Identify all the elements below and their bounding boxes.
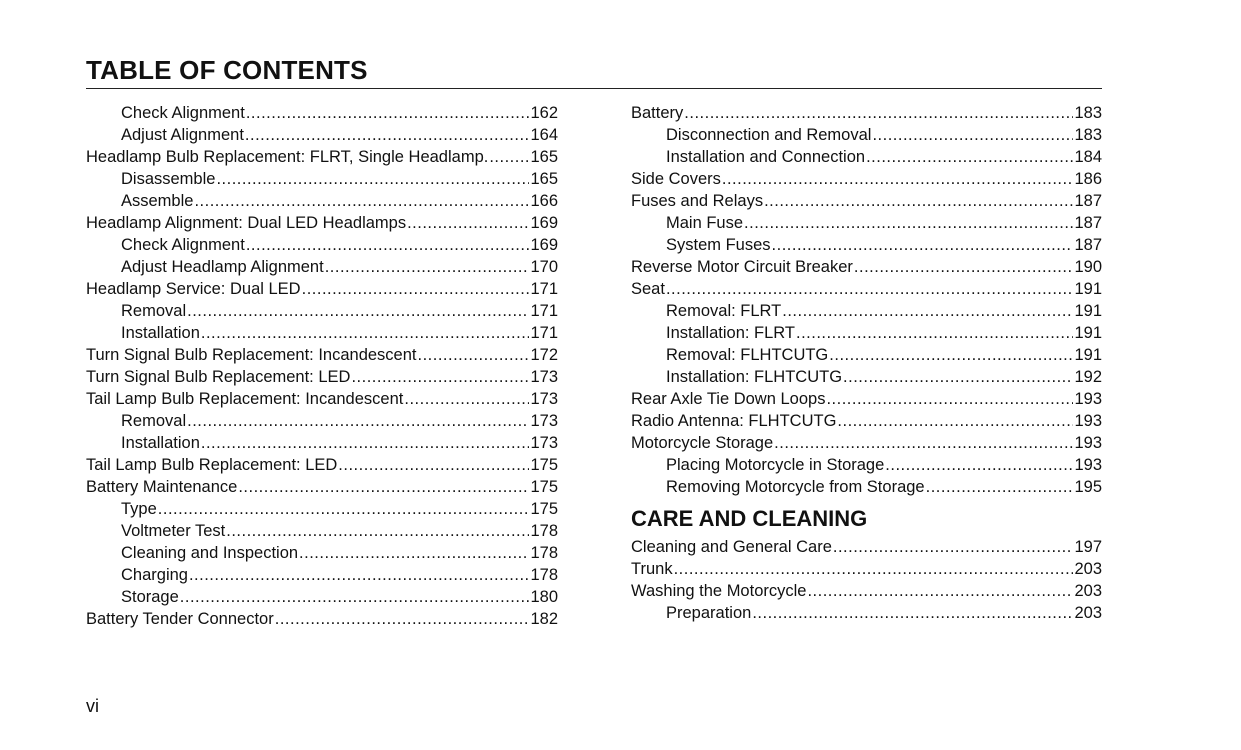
toc-entry-page: 193	[1074, 412, 1102, 430]
toc-entry-page: 171	[530, 280, 558, 298]
toc-entry-label: Check Alignment	[121, 104, 245, 122]
toc-entry-page: 193	[1074, 434, 1102, 452]
toc-entry[interactable]	[86, 608, 558, 630]
toc-leader-dots	[684, 102, 1073, 124]
toc-entry-label: Assemble	[121, 192, 194, 210]
toc-entry-label: Motorcycle Storage	[631, 434, 774, 452]
toc-entry[interactable]	[86, 256, 558, 278]
toc-entry[interactable]	[86, 388, 558, 410]
toc-entry[interactable]	[86, 146, 558, 168]
toc-entry-page: 162	[530, 104, 558, 122]
toc-entry-label: Type	[121, 500, 157, 518]
toc-entry-page: 193	[1074, 390, 1102, 408]
toc-entry[interactable]	[631, 580, 1102, 602]
toc-leader-dots	[744, 212, 1073, 234]
toc-entry-label: Preparation	[666, 604, 752, 622]
toc-leader-dots	[826, 388, 1073, 410]
toc-entry-label: Seat	[631, 280, 665, 298]
toc-leader-dots	[833, 536, 1074, 558]
toc-entry-page: 203	[1074, 604, 1102, 622]
toc-entry[interactable]	[631, 124, 1102, 146]
toc-entry-page: 172	[530, 346, 558, 364]
toc-entry-page: 187	[1074, 214, 1102, 232]
toc-entry-label: Tail Lamp Bulb Replacement: LED	[86, 456, 338, 474]
toc-entry[interactable]	[86, 454, 558, 476]
toc-leader-dots	[774, 432, 1073, 454]
toc-entry[interactable]	[631, 212, 1102, 234]
toc-entry[interactable]	[86, 564, 558, 586]
toc-entry[interactable]	[631, 168, 1102, 190]
toc-leader-dots	[338, 454, 529, 476]
toc-entry-page: 191	[1074, 280, 1102, 298]
toc-leader-dots	[854, 256, 1074, 278]
toc-entry[interactable]	[631, 344, 1102, 366]
toc-entry-page: 195	[1074, 478, 1102, 496]
toc-leader-dots	[275, 608, 530, 630]
toc-leader-dots	[807, 580, 1073, 602]
toc-entry-label: Disconnection and Removal	[666, 126, 872, 144]
toc-leader-dots	[351, 366, 529, 388]
toc-entry-label: Headlamp Bulb Replacement: FLRT, Single Headlamp.	[86, 148, 489, 166]
toc-leader-dots	[187, 410, 529, 432]
toc-entry[interactable]	[631, 190, 1102, 212]
toc-entry[interactable]	[86, 190, 558, 212]
toc-leader-dots	[829, 344, 1073, 366]
toc-entry[interactable]	[631, 322, 1102, 344]
toc-entry-label: Installation and Connection	[666, 148, 866, 166]
toc-entry-label: Cleaning and General Care	[631, 538, 832, 556]
toc-entry[interactable]	[631, 234, 1102, 256]
toc-entry-label: Installation	[121, 324, 200, 342]
toc-entry[interactable]	[86, 476, 558, 498]
toc-leader-dots	[722, 168, 1074, 190]
toc-entry-label: Washing the Motorcycle	[631, 582, 807, 600]
toc-entry[interactable]	[86, 234, 558, 256]
toc-entry[interactable]	[631, 558, 1102, 580]
toc-entry-page: 178	[530, 544, 558, 562]
toc-leader-dots	[772, 234, 1074, 256]
toc-entry-page: 182	[530, 610, 558, 628]
toc-entry-label: Main Fuse	[666, 214, 744, 232]
toc-entry[interactable]	[631, 410, 1102, 432]
toc-leader-dots	[325, 256, 530, 278]
toc-entry[interactable]	[86, 410, 558, 432]
toc-leader-dots	[404, 388, 529, 410]
toc-entry-page: 190	[1074, 258, 1102, 276]
toc-entry-label: Cleaning and Inspection	[121, 544, 299, 562]
toc-entry-label: Battery Maintenance	[86, 478, 238, 496]
toc-entry-label: Installation: FLRT	[666, 324, 796, 342]
toc-entry-label: Disassemble	[121, 170, 216, 188]
toc-entry-page: 173	[530, 412, 558, 430]
toc-entry-page: 175	[530, 456, 558, 474]
toc-entry-page: 186	[1074, 170, 1102, 188]
toc-entry[interactable]	[86, 278, 558, 300]
toc-entry-page: 203	[1074, 560, 1102, 578]
toc-entry[interactable]	[86, 586, 558, 608]
toc-entry-label: Installation: FLHTCUTG	[666, 368, 843, 386]
toc-entry-page: 169	[530, 214, 558, 232]
toc-entry[interactable]	[631, 366, 1102, 388]
toc-entry[interactable]	[631, 536, 1102, 558]
toc-entry-page: 191	[1074, 324, 1102, 342]
toc-entry[interactable]	[86, 498, 558, 520]
toc-leader-dots	[764, 190, 1073, 212]
toc-entry-page: 170	[530, 258, 558, 276]
toc-entry-page: 175	[530, 500, 558, 518]
toc-entry[interactable]	[86, 344, 558, 366]
toc-entry-label: Removal	[121, 302, 187, 320]
page-number: vi	[86, 696, 99, 716]
toc-entry[interactable]	[631, 278, 1102, 300]
toc-entry-label: Placing Motorcycle in Storage	[666, 456, 885, 474]
toc-entry[interactable]	[86, 542, 558, 564]
toc-entry-page: 166	[530, 192, 558, 210]
toc-right-column	[631, 102, 1102, 624]
toc-entry-page: 193	[1074, 456, 1102, 474]
toc-entry-page: 180	[530, 588, 558, 606]
toc-entry-label: Adjust Alignment	[121, 126, 244, 144]
toc-entry-label: Removing Motorcycle from Storage	[666, 478, 925, 496]
toc-leader-dots	[796, 322, 1073, 344]
toc-entry-label: Reverse Motor Circuit Breaker	[631, 258, 853, 276]
toc-entry-page: 171	[530, 302, 558, 320]
toc-entry-page: 191	[1074, 346, 1102, 364]
toc-leader-dots	[302, 278, 530, 300]
toc-leader-dots	[674, 558, 1074, 580]
toc-entry-label: Tail Lamp Bulb Replacement: Incandescent	[86, 390, 404, 408]
toc-entry[interactable]	[631, 300, 1102, 322]
toc-entry-label: Adjust Headlamp Alignment	[121, 258, 324, 276]
toc-leader-dots	[752, 602, 1073, 624]
toc-entry-label: Turn Signal Bulb Replacement: LED	[86, 368, 351, 386]
toc-entry[interactable]	[631, 602, 1102, 624]
toc-leader-dots	[926, 476, 1074, 498]
toc-entry[interactable]	[631, 476, 1102, 498]
toc-entry-label: Removal: FLRT	[666, 302, 782, 320]
toc-entry-label: Charging	[121, 566, 188, 584]
page-title: TABLE OF CONTENTS	[86, 55, 368, 85]
toc-entry[interactable]	[631, 388, 1102, 410]
toc-entry-label: Installation	[121, 434, 200, 452]
toc-entry-label: Headlamp Alignment: Dual LED Headlamps	[86, 214, 407, 232]
toc-leader-dots	[246, 102, 530, 124]
section-heading-care-and-cleaning: CARE AND CLEANING	[631, 506, 868, 531]
toc-leader-dots	[226, 520, 529, 542]
toc-entry-label: Voltmeter Test	[121, 522, 226, 540]
toc-leader-dots	[299, 542, 529, 564]
toc-entry-page: 203	[1074, 582, 1102, 600]
toc-entry-label: Headlamp Service: Dual LED	[86, 280, 301, 298]
toc-entry-page: 183	[1074, 126, 1102, 144]
toc-entry-label: Removal: FLHTCUTG	[666, 346, 829, 364]
toc-leader-dots	[245, 124, 530, 146]
toc-entry[interactable]	[86, 322, 558, 344]
toc-entry-page: 178	[530, 566, 558, 584]
toc-entry-label: Storage	[121, 588, 179, 606]
toc-entry-page: 197	[1074, 538, 1102, 556]
toc-entry-page: 164	[530, 126, 558, 144]
toc-entry[interactable]	[631, 256, 1102, 278]
toc-entry[interactable]	[86, 212, 558, 234]
toc-entry-page: 187	[1074, 236, 1102, 254]
toc-leader-dots	[238, 476, 529, 498]
toc-entry-label: Fuses and Relays	[631, 192, 764, 210]
toc-leader-dots	[246, 234, 530, 256]
toc-leader-dots	[216, 168, 529, 190]
toc-entry-label: Removal	[121, 412, 187, 430]
title-divider	[86, 88, 1102, 89]
toc-care-entries	[631, 536, 1102, 624]
toc-entry-label: Turn Signal Bulb Replacement: Incandescent	[86, 346, 417, 364]
toc-entry-page: 187	[1074, 192, 1102, 210]
toc-entry-label: Battery Tender Connector	[86, 610, 274, 628]
toc-entry[interactable]	[631, 146, 1102, 168]
toc-entry-page: 173	[530, 390, 558, 408]
toc-leader-dots	[407, 212, 529, 234]
toc-entry[interactable]	[86, 432, 558, 454]
toc-entry-label: Radio Antenna: FLHTCUTG	[631, 412, 837, 430]
toc-entry-page: 173	[530, 368, 558, 386]
toc-entry-page: 178	[530, 522, 558, 540]
toc-entry-label: Trunk	[631, 560, 673, 578]
toc-leader-dots	[837, 410, 1073, 432]
toc-entry-page: 183	[1074, 104, 1102, 122]
toc-leader-dots	[885, 454, 1073, 476]
toc-entry-label: Check Alignment	[121, 236, 245, 254]
toc-entry-label: Battery	[631, 104, 684, 122]
toc-entry[interactable]	[631, 432, 1102, 454]
toc-entry[interactable]	[86, 102, 558, 124]
toc-entry-page: 165	[530, 170, 558, 188]
toc-leader-dots	[872, 124, 1073, 146]
toc-leader-dots	[158, 498, 530, 520]
toc-entry-page: 184	[1074, 148, 1102, 166]
toc-entry-page: 192	[1074, 368, 1102, 386]
toc-entry[interactable]	[631, 454, 1102, 476]
toc-entry-page: 173	[530, 434, 558, 452]
toc-leader-dots	[782, 300, 1073, 322]
toc-leader-dots	[418, 344, 530, 366]
toc-leader-dots	[843, 366, 1073, 388]
toc-entry[interactable]	[86, 168, 558, 190]
toc-entry-label: System Fuses	[666, 236, 771, 254]
toc-entry[interactable]	[86, 366, 558, 388]
toc-leader-dots	[189, 564, 530, 586]
toc-entry-page: 191	[1074, 302, 1102, 320]
toc-left-column	[86, 102, 558, 630]
toc-leader-dots	[194, 190, 529, 212]
toc-leader-dots	[201, 322, 530, 344]
toc-right-entries	[631, 102, 1102, 498]
toc-entry[interactable]	[86, 520, 558, 542]
toc-entry[interactable]	[631, 102, 1102, 124]
toc-entry-page: 175	[530, 478, 558, 496]
toc-leader-dots	[180, 586, 530, 608]
toc-leader-dots	[201, 432, 530, 454]
toc-entry-page: 165	[530, 148, 558, 166]
toc-entry-label: Rear Axle Tie Down Loops	[631, 390, 826, 408]
toc-leader-dots	[666, 278, 1074, 300]
toc-leader-dots	[489, 146, 529, 168]
toc-entry-label: Side Covers	[631, 170, 721, 188]
toc-entry-page: 171	[530, 324, 558, 342]
toc-entry[interactable]	[86, 300, 558, 322]
toc-leader-dots	[866, 146, 1073, 168]
toc-leader-dots	[187, 300, 529, 322]
toc-entry-page: 169	[530, 236, 558, 254]
toc-entry[interactable]	[86, 124, 558, 146]
